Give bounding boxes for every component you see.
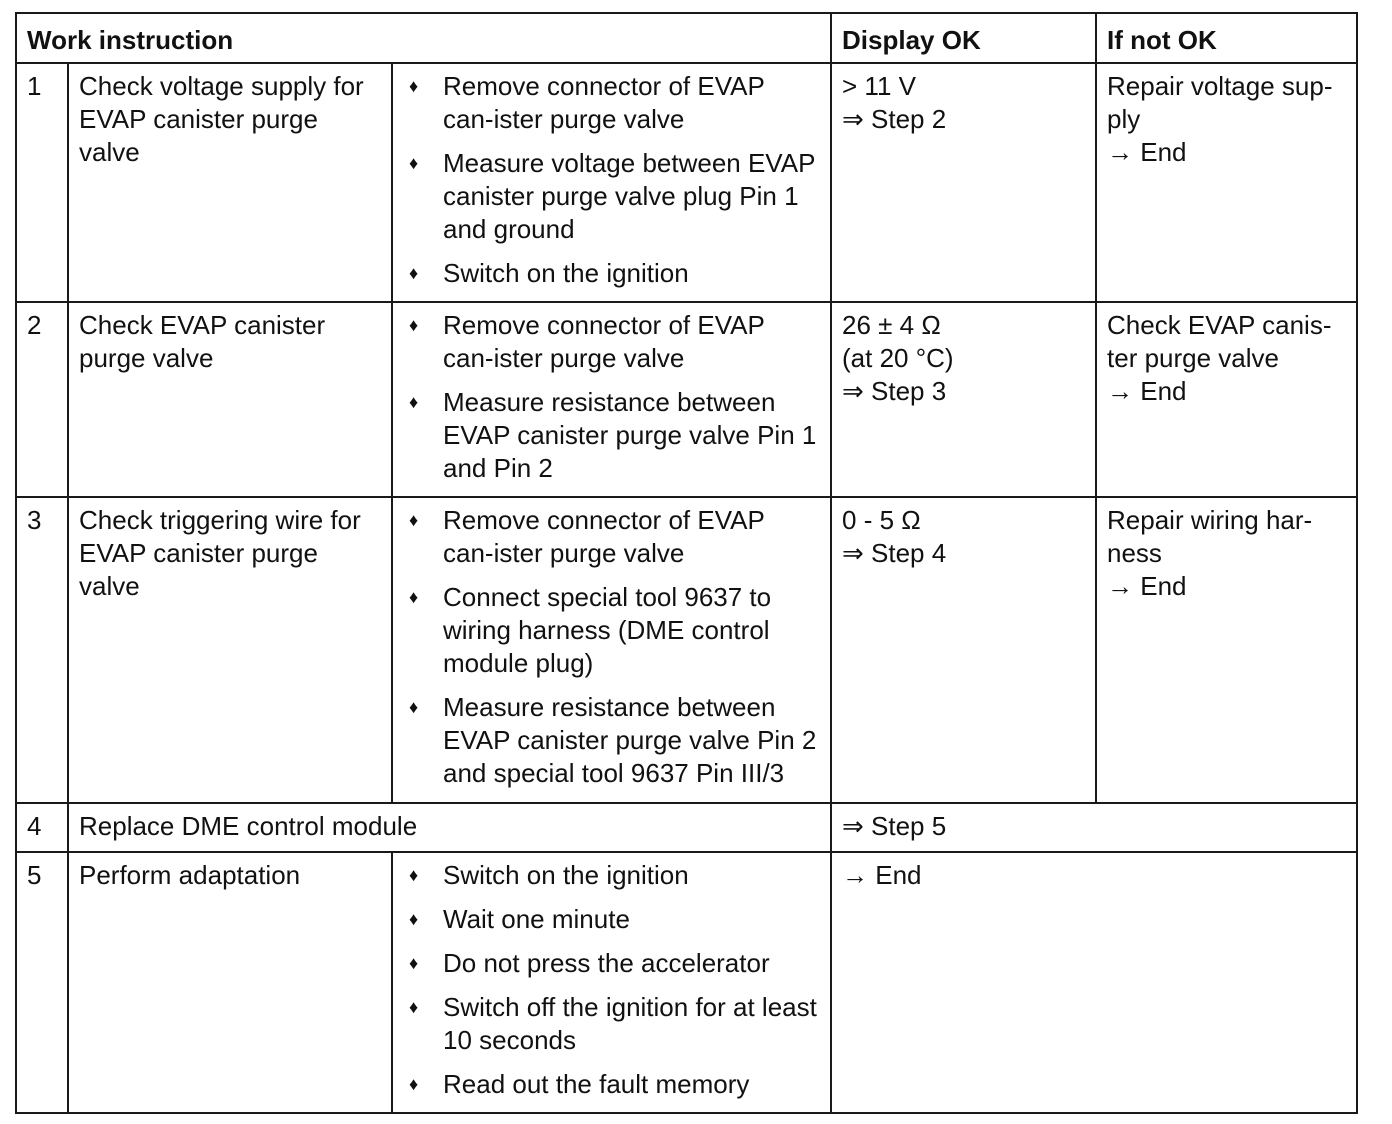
if-not-ok-next: → End (1107, 376, 1187, 406)
bullet-icon: ♦ (409, 587, 419, 607)
steps-cell (392, 497, 831, 803)
task-cell: Replace DME control module (68, 803, 831, 852)
step-number: 3 (16, 497, 68, 803)
bullet-icon: ♦ (409, 76, 419, 96)
step-text: Measure resistance between EVAP canister purge valve Pin 2 and special tool 9637 Pin III/3 (443, 692, 817, 788)
display-ok-next: ⇒ Step 4 (842, 538, 947, 568)
if-not-ok-action: Check EVAP canis-ter purge valve (1107, 310, 1332, 373)
if-not-ok-cell (1096, 63, 1357, 302)
if-not-ok-next: → End (1107, 137, 1187, 167)
step-text: Connect special tool 9637 to wiring harness (DME control module plug) (443, 582, 772, 678)
step-text: Remove connector of EVAP can-ister purge valve (443, 71, 765, 134)
display-ok-cell (831, 497, 1096, 803)
task-cell: Check EVAP canister purge valve (68, 302, 392, 497)
if-not-ok-cell (1096, 497, 1357, 803)
steps-cell (392, 63, 831, 302)
table-row (16, 302, 1357, 497)
list-item (403, 257, 822, 290)
step-number: 4 (16, 803, 68, 852)
display-ok-value: 0 - 5 Ω (842, 505, 921, 535)
step-text: Wait one minute (443, 904, 630, 934)
task-cell: Check triggering wire for EVAP canister purge valve (68, 497, 392, 803)
if-not-ok-cell (1096, 302, 1357, 497)
list-item (403, 147, 822, 246)
list-item (403, 1068, 822, 1101)
table-row (16, 803, 1357, 852)
bullet-icon: ♦ (409, 1074, 419, 1094)
step-text: Switch off the ignition for at least 10 seconds (443, 992, 817, 1055)
list-item (403, 947, 822, 980)
bullet-icon: ♦ (409, 263, 419, 283)
task-cell: Check voltage supply for EVAP canister purge valve (68, 63, 392, 302)
step-number: 2 (16, 302, 68, 497)
display-ok-cell (831, 63, 1096, 302)
list-item (403, 903, 822, 936)
step-number: 1 (16, 63, 68, 302)
list-item (403, 309, 822, 375)
display-ok-next: ⇒ Step 2 (842, 104, 947, 134)
step-text: Measure resistance between EVAP canister purge valve Pin 1 and Pin 2 (443, 387, 817, 483)
result-cell: → End (831, 852, 1357, 1113)
list-item (403, 386, 822, 485)
table-row (16, 63, 1357, 302)
list-item (403, 504, 822, 570)
list-item (403, 70, 822, 136)
list-item (403, 691, 822, 790)
table-row (16, 852, 1357, 1113)
step-text: Switch on the ignition (443, 258, 689, 288)
if-not-ok-next: → End (1107, 571, 1187, 601)
list-item (403, 581, 822, 680)
display-ok-next: ⇒ Step 3 (842, 376, 947, 406)
display-ok-value: 26 ± 4 Ω (842, 310, 941, 340)
step-text: Switch on the ignition (443, 860, 689, 890)
bullet-icon: ♦ (409, 697, 419, 717)
bullet-icon: ♦ (409, 392, 419, 412)
bullet-icon: ♦ (409, 153, 419, 173)
bullet-icon: ♦ (409, 953, 419, 973)
steps-cell (392, 302, 831, 497)
display-ok-value: > 11 V (842, 71, 916, 101)
step-text: Read out the fault memory (443, 1069, 750, 1099)
step-text: Do not press the accelerator (443, 948, 770, 978)
steps-list (403, 70, 822, 290)
header-if-not-ok: If not OK (1096, 13, 1357, 63)
table-row (16, 497, 1357, 803)
step-text: Remove connector of EVAP can-ister purge valve (443, 505, 765, 568)
header-work-instruction: Work instruction (16, 13, 831, 63)
header-display-ok: Display OK (831, 13, 1096, 63)
bullet-icon: ♦ (409, 865, 419, 885)
if-not-ok-action: Repair voltage sup-ply (1107, 71, 1333, 134)
bullet-icon: ♦ (409, 997, 419, 1017)
list-item (403, 991, 822, 1057)
display-ok-cell (831, 302, 1096, 497)
step-text: Remove connector of EVAP can-ister purge valve (443, 310, 765, 373)
step-number: 5 (16, 852, 68, 1113)
result-cell: ⇒ Step 5 (831, 803, 1357, 852)
step-text: Measure voltage between EVAP canister purge valve plug Pin 1 and ground (443, 148, 815, 244)
steps-list (403, 309, 822, 485)
task-cell: Perform adaptation (68, 852, 392, 1113)
bullet-icon: ♦ (409, 909, 419, 929)
header-row (16, 13, 1357, 63)
bullet-icon: ♦ (409, 315, 419, 335)
steps-list (403, 504, 822, 790)
steps-cell (392, 852, 831, 1113)
bullet-icon: ♦ (409, 510, 419, 530)
display-ok-condition: (at 20 °C) (842, 343, 954, 373)
work-instruction-table (15, 12, 1358, 1114)
steps-list (403, 859, 822, 1101)
list-item (403, 859, 822, 892)
if-not-ok-action: Repair wiring har-ness (1107, 505, 1313, 568)
